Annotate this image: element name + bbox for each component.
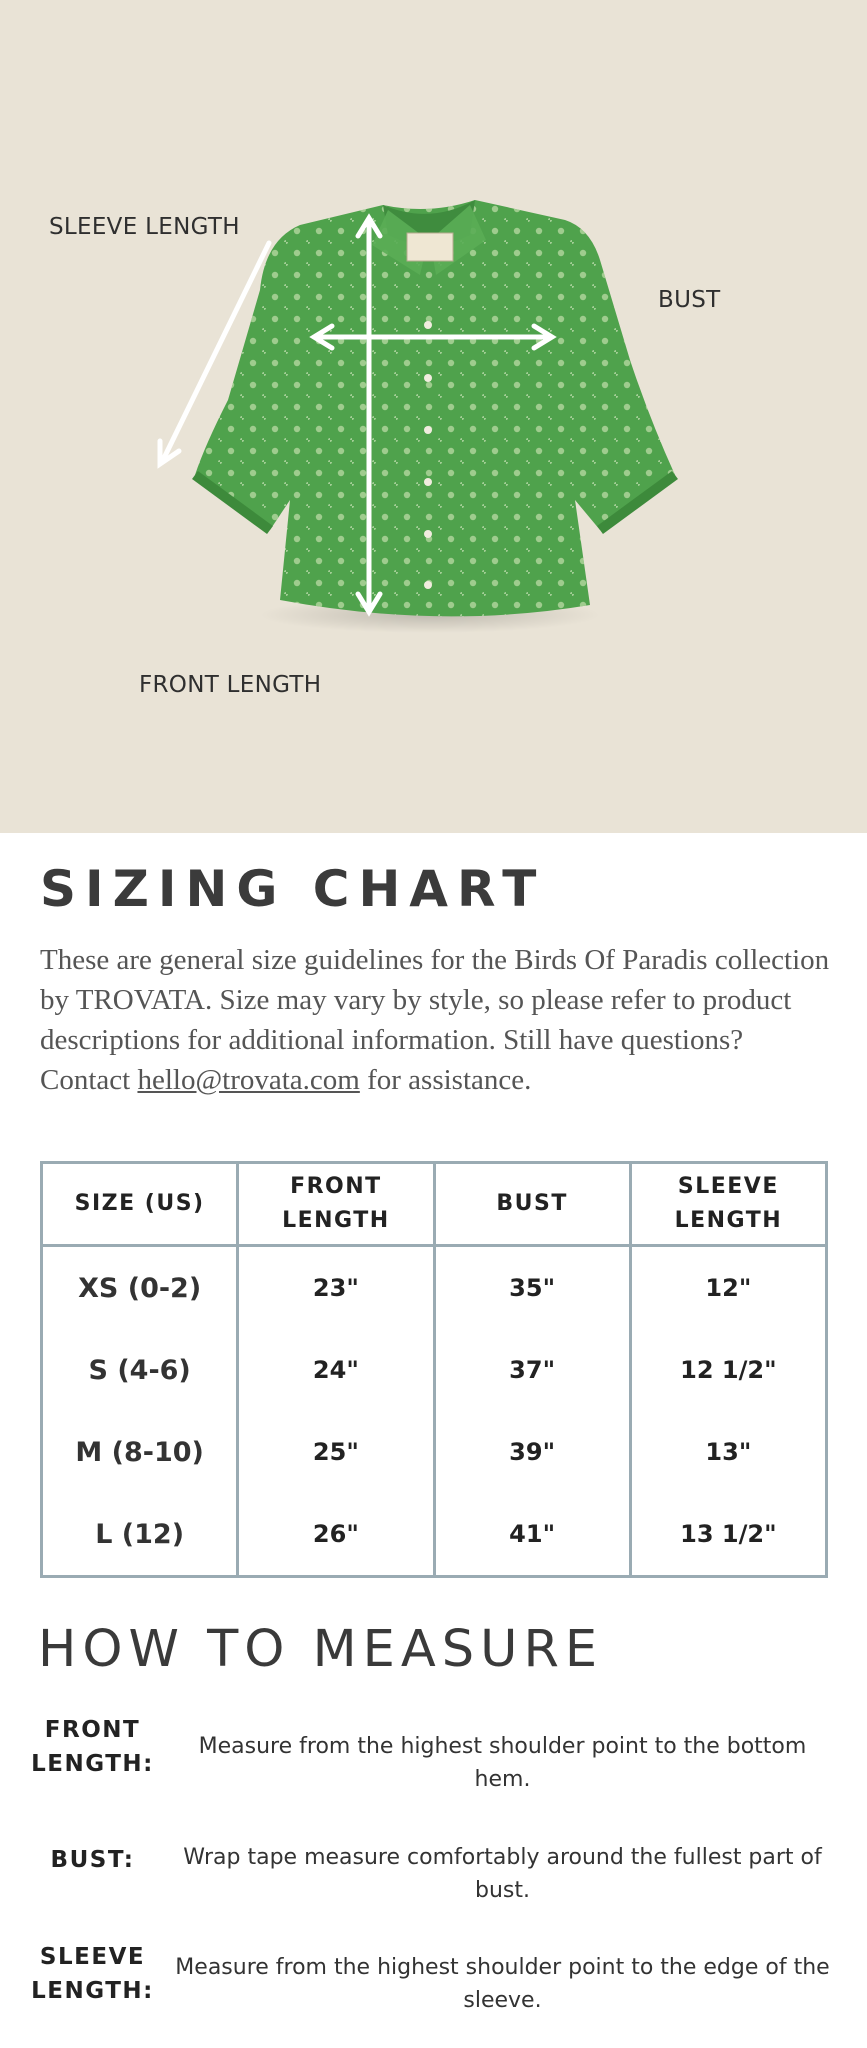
- sleeve-length-cell: 12": [630, 1246, 826, 1330]
- blouse-image: [0, 0, 867, 833]
- contact-email-link[interactable]: hello@trovata.com: [137, 1064, 360, 1096]
- bust-label: BUST: [658, 287, 721, 313]
- measure-label-front-length: FRONT LENGTH:: [31, 1717, 154, 1777]
- measure-label-sleeve-length: SLEEVE LENGTH:: [31, 1944, 154, 2004]
- size-cell: S (4-6): [42, 1329, 238, 1411]
- table-row: [42, 1411, 827, 1493]
- size-cell: M (8-10): [42, 1411, 238, 1493]
- measure-text-front-length: Measure from the highest shoulder point to the bottom hem.: [198, 1734, 807, 1792]
- bust-cell: 41": [434, 1493, 630, 1577]
- front-length-label: FRONT LENGTH: [139, 672, 322, 698]
- table-header-row: [42, 1163, 827, 1246]
- bust-cell: 37": [434, 1329, 630, 1411]
- sleeve-length-label: SLEEVE LENGTH: [49, 214, 240, 240]
- front-length-cell: 23": [238, 1246, 434, 1330]
- table-row: [42, 1329, 827, 1411]
- intro-text-end: for assistance.: [359, 1064, 532, 1096]
- intro-text-start: These are general size guidelines for the Birds Of Paradis collection by TROVATA. Size may vary by style, so please refer to product descriptions for additional information. Still have questions? Contact: [40, 944, 830, 1096]
- front-length-cell: 25": [238, 1411, 434, 1493]
- table-row: [42, 1246, 827, 1330]
- measure-label-bust: BUST:: [50, 1847, 135, 1873]
- sizing-chart-title: SIZING CHART: [40, 860, 546, 918]
- sizing-intro-text: [40, 940, 830, 1100]
- size-chart-table: [40, 1161, 828, 1578]
- sleeve-length-cell: 13 1/2": [630, 1493, 826, 1577]
- header-front-length: FRONT LENGTH: [238, 1163, 434, 1246]
- how-to-measure-title: HOW TO MEASURE: [38, 1620, 604, 1679]
- bust-cell: 39": [434, 1411, 630, 1493]
- measure-text-bust: Wrap tape measure comfortably around the fullest part of bust.: [183, 1845, 822, 1903]
- header-size: SIZE (US): [42, 1163, 238, 1246]
- measure-text-sleeve-length: Measure from the highest shoulder point to the edge of the sleeve.: [175, 1955, 830, 2013]
- hero-measurement-diagram: [0, 0, 867, 833]
- size-cell: L (12): [42, 1493, 238, 1577]
- front-length-cell: 26": [238, 1493, 434, 1577]
- front-length-cell: 24": [238, 1329, 434, 1411]
- bust-cell: 35": [434, 1246, 630, 1330]
- header-sleeve-length: SLEEVE LENGTH: [630, 1163, 826, 1246]
- header-bust: BUST: [434, 1163, 630, 1246]
- sleeve-length-cell: 13": [630, 1411, 826, 1493]
- sleeve-length-cell: 12 1/2": [630, 1329, 826, 1411]
- size-cell: XS (0-2): [42, 1246, 238, 1330]
- table-row: [42, 1493, 827, 1577]
